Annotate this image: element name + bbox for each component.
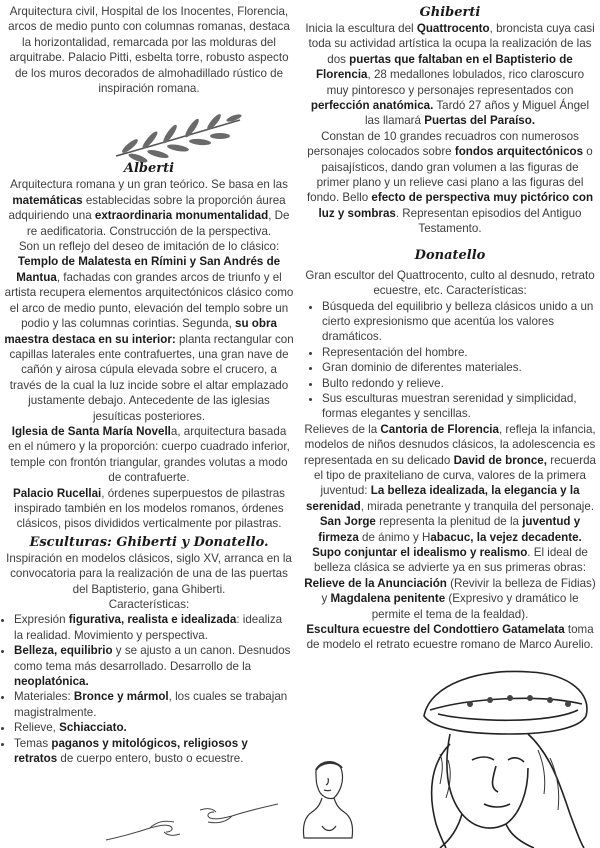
ghiberti-heading: Ghiberti <box>419 5 481 20</box>
characteristics-label: Características: <box>108 598 190 611</box>
list-item: • Relieve, Schiacciato. <box>14 720 294 735</box>
creation-hands-icon <box>104 796 280 848</box>
alberti-paragraph-1: Arquitectura romana y un gran teórico. Se basa en las matemáticas establecidas sobre la proporción áurea adquiriendo una extraordinaria monumentalidad, De re aedificatoria. Construcción de la perspectiva. <box>8 178 290 238</box>
ghiberti-paragraph-1: Inicia la escultura del Quattrocento, broncista cuya casi toda su actividad artística la ocupa la realización de las dos puertas que faltaban en el Baptisterio de Florencia, 28 medallones lobulados, rico claroscuro muy pintoresco y personajes representados con perfección anatómica. Tardó 27 años y Miguel Ángel las llamará Puertas del Paraíso. <box>305 22 595 128</box>
list-item: • Expresión figurativa, realista e idealizada: idealiza la realidad. Movimiento y perspectiva. <box>14 612 294 643</box>
classical-bust-icon <box>298 752 358 844</box>
list-item: • Sus esculturas muestran serenidad y simplicidad, formas elegantes y sencillas. <box>322 391 596 422</box>
alberti-paragraph-3: Iglesia de Santa María Novella, arquitectura basada en el número y la proporción: cuerpo cuadrado inferior, temple con frontón triangular, grandes volutas a modo de contrafuerte. <box>8 424 290 485</box>
ghiberti-paragraph-2: Constan de 10 grandes recuadros con numerosos personajes colocados sobre fondos arquitectónicos o paisajísticos, dando gran volumen a las figuras de primer plano y un relieve casi plano a las figuras del fondo. Bello efecto de perspectiva muy pictórico con luz y sombras. Representan episodios del Antiguo Testamento. <box>306 129 594 236</box>
donatello-works-paragraph: Relieves de la Cantoria de Florencia, refleja la infancia, modelos de niños desnudos clásicos, la adolescencia es representada en su delicado David de bronce, recuerda el tipo de praxiteliano de curva, valores de la primera juventud: La belleza idealizada, la elegancia y la serenidad, mirada penetrante y tranquila del personaje. San Jorge representa la plenitud de la juventud y firmeza de ánimo y Habacuc, la vejez decadente. Supo conjuntar el idealismo y realismo. El ideal de belleza clásica se advierte ya en sus primeras obras: Relieve de la Anunciación (Revivir la belleza de Fidias) y Magdalena penitente (Expresivo y dramático le permite el tema de la fealdad). <box>304 422 596 621</box>
sculpture-characteristics-list <box>4 612 294 766</box>
donatello-heading: Donatello <box>414 247 486 263</box>
list-item: • Temas paganos y mitológicos, religiosos y retratos de cuerpo entero, busto o ecuestre. <box>14 736 294 767</box>
donatello-characteristics-list <box>304 299 596 422</box>
olive-branch-icon <box>112 112 244 164</box>
right-column <box>304 4 596 653</box>
list-item: • Gran dominio de diferentes materiales. <box>322 360 596 375</box>
sculpture-intro: Inspiración en modelos clásicos, siglo XV, arranca en la convocatoria para la realización de una de las puertas del Baptisterio, gana Ghiberti. <box>6 551 292 596</box>
sculpture-heading: Esculturas: Ghiberti y Donatello. <box>29 534 269 550</box>
alberti-paragraph-4: Palacio Rucellai, órdenes superpuestos de pilastras inspirado también en los modelos romanos, órdenes clásicos, pisos divididos verticalmente por pilastras. <box>13 486 285 531</box>
list-item: • Bulto redondo y relieve. <box>322 376 596 391</box>
gattamelata-paragraph: Escultura ecuestre del Condottiero Gatamelata toma de modelo el retrato ecuestre romano de Marco Aurelio. <box>306 623 594 652</box>
alberti-paragraph-2: Son un reflejo del deseo de imitación de lo clásico: Templo de Malatesta en Rímini y San Andrés de Mantua, fachadas con grandes arcos de triunfo y el artista recupera elementos arquitectónicos clásico como el arco de medio punto, elevación del templo sobre un podio y las columnas corintias. Segunda, su obra maestra destaca en su interior: planta rectangular con capillas laterales ente contrafuertes, una gran nave de cañón y airosa cúpula elevada sobre el crucero, a través de la cual la luz incide sobre el altar emplazado justamente debajo. Antecedente de las iglesias jesuíticas posteriores. <box>4 240 294 423</box>
list-item: • Representación del hombre. <box>322 345 596 360</box>
architecture-intro: Arquitectura civil, Hospital de los Inocentes, Florencia, arcos de medio punto con columnas romanas, destaca la horizontalidad, remarcada por las molduras del arquitrabe. Palacio Pitti, esbelta torre, robusto aspecto de los muros decorados de almohadillado rústico de inspiración romana. <box>8 5 290 96</box>
alberti-heading: Alberti <box>123 161 175 177</box>
list-item: • Materiales: Bronce y mármol, los cuales se trabajan magistralmente. <box>14 689 294 720</box>
donatello-intro: Gran escultor del Quattrocento, culto al desnudo, retrato ecuestre, etc. Características: <box>305 268 595 298</box>
list-item: • Búsqueda del equilibrio y belleza clásicos unido a un cierto expresionismo que acentúa los valores dramáticos. <box>322 299 596 345</box>
list-item: • Belleza, equilibrio y se ajusto a un canon. Desnudos como tema más desarrollado. Desarrollo de la neoplatónica. <box>14 643 294 689</box>
renaissance-portrait-icon <box>410 664 596 848</box>
